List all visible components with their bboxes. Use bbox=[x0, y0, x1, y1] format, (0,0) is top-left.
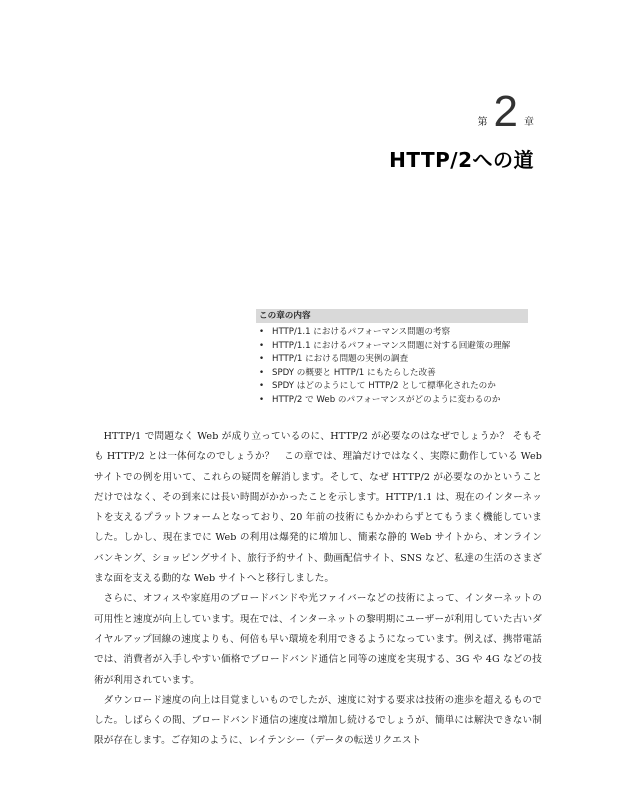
contents-list bbox=[256, 326, 528, 408]
bullet-icon: • bbox=[259, 367, 265, 378]
contents-item bbox=[256, 326, 528, 340]
bullet-icon: • bbox=[259, 327, 265, 337]
contents-item bbox=[256, 340, 528, 354]
contents-item bbox=[256, 394, 528, 408]
contents-item-text: HTTP/1 における問題の実例の調査 bbox=[272, 354, 409, 365]
chapter-prefix: 第 bbox=[477, 116, 488, 128]
bullet-icon: • bbox=[259, 394, 265, 405]
body-paragraph: HTTP/1 で問題なく Web が成り立っているのに、HTTP/2 が必要なのはなぜでしょうか？ そもそも HTTP/2 とは一体何なのでしょうか？ この章では、理論だけではなく、実際に動作している Web サイトでの例を用いて、これらの疑問を解消します。そして、なぜ HTTP/2 が必要なのかということだけではなく、その到来には長い時間がかかったことを示します。HTTP/1.1 は、現在のインターネットを支えるプラットフォームとなっており、20 年前の技術にもかかわらずとてもうまく機能していました。しかし、現在までに Web の利用は爆発的に増加し、簡素な静的 Web サイトから、オンラインバンキング、ショッピングサイト、旅行予約サイト、動画配信サイト、SNS など、私達の生活のさまざまな面を支える動的な Web サイトへと移行しました。 bbox=[94, 431, 542, 585]
body-paragraph: ダウンロード速度の向上は目覚ましいものでしたが、速度に対する要求は技術の進歩を超えるものでした。しばらくの間、ブロードバンド通信の速度は増加し続けるでしょうが、簡単には解決できない制限が存在します。ご存知のように、レイテンシー（データの転送リクエスト bbox=[94, 694, 542, 747]
chapter-number: 2 bbox=[493, 87, 518, 136]
chapter-contents-box bbox=[256, 309, 528, 408]
chapter-suffix: 章 bbox=[524, 116, 534, 128]
contents-item-text: HTTP/1.1 におけるパフォーマンス問題に対する回避策の理解 bbox=[272, 340, 511, 351]
body-paragraph: さらに、オフィスや家庭用のブロードバンドや光ファイバーなどの技術によって、インターネットの可用性と速度が向上しています。現在では、インターネットの黎明期にユーザーが利用していた古いダイヤルアップ回線の速度よりも、何倍も早い環境を利用できるようになっています。例えば、携帯電話では、消費者が入手しやすい価格でブロードバンド通信と同等の速度を実現する、3G や 4G などの技術が利用されています。 bbox=[94, 593, 542, 686]
bullet-icon: • bbox=[259, 381, 265, 392]
contents-item-text: SPDY の概要と HTTP/1 にもたらした改善 bbox=[272, 367, 436, 378]
chapter-title: HTTP/2への道 bbox=[389, 148, 534, 172]
contents-item bbox=[256, 380, 528, 394]
chapter-number-mark bbox=[477, 87, 534, 136]
contents-item-text: HTTP/2 で Web のパフォーマンスがどのように変わるのか bbox=[272, 394, 501, 405]
contents-item bbox=[256, 353, 528, 367]
bullet-icon: • bbox=[259, 354, 265, 365]
contents-item-text: SPDY はどのようにして HTTP/2 として標準化されたのか bbox=[272, 381, 496, 392]
body-text bbox=[94, 427, 542, 752]
bullet-icon: • bbox=[259, 340, 265, 351]
contents-heading: この章の内容 bbox=[256, 309, 528, 323]
contents-item-text: HTTP/1.1 におけるパフォーマンス問題の考察 bbox=[272, 327, 451, 337]
contents-item bbox=[256, 367, 528, 381]
